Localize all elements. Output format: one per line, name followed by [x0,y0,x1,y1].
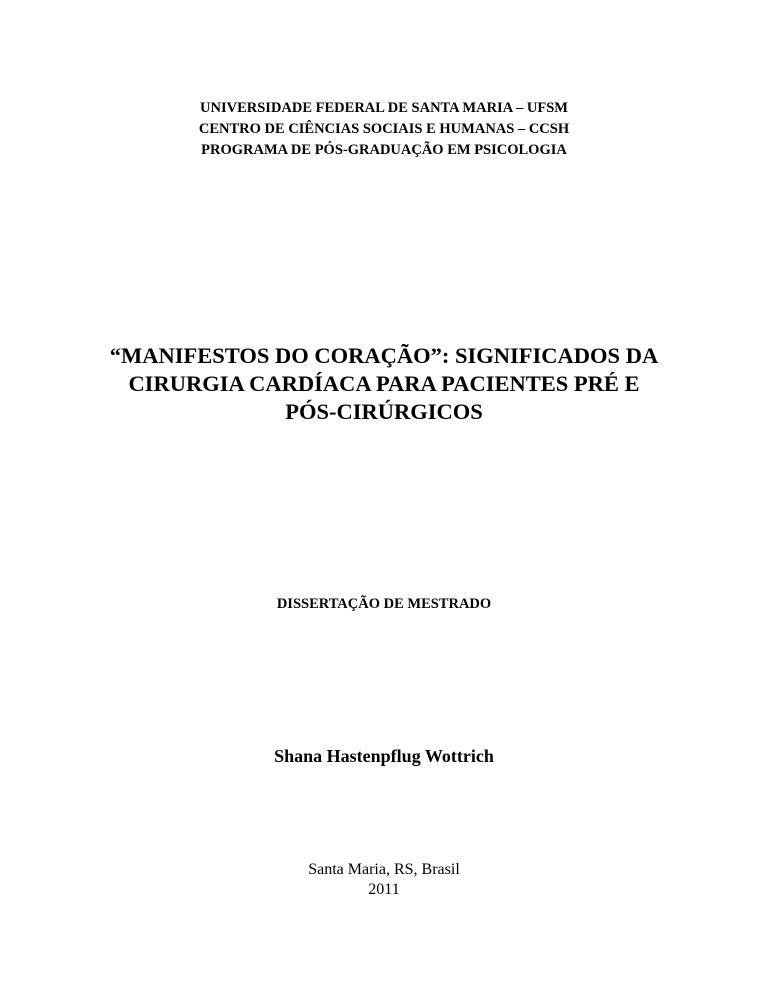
university-name: UNIVERSIDADE FEDERAL DE SANTA MARIA – UFSM [200,100,568,116]
place-and-date [0,860,768,900]
center-name: CENTRO DE CIÊNCIAS SOCIAIS E HUMANAS – CCSH [198,121,570,137]
institution-header [0,98,768,161]
year-text: 2011 [368,881,400,898]
title-line-1: “MANIFESTOS DO CORAÇÃO”: SIGNIFICADOS DA [109,343,659,368]
title-line-3: PÓS-CIRÚRGICOS [285,399,483,424]
degree-label: DISSERTAÇÃO DE MESTRADO [276,596,492,612]
author-block [0,745,768,767]
author-name: Shana Hastenpflug Wottrich [274,746,494,766]
title-line-2: CIRURGIA CARDÍACA PARA PACIENTES PRÉ E [128,371,640,396]
program-name: PROGRAMA DE PÓS-GRADUAÇÃO EM PSICOLOGIA [201,142,567,158]
degree-type [0,594,768,614]
place-text: Santa Maria, RS, Brasil [308,861,460,878]
dissertation-title [0,342,768,426]
